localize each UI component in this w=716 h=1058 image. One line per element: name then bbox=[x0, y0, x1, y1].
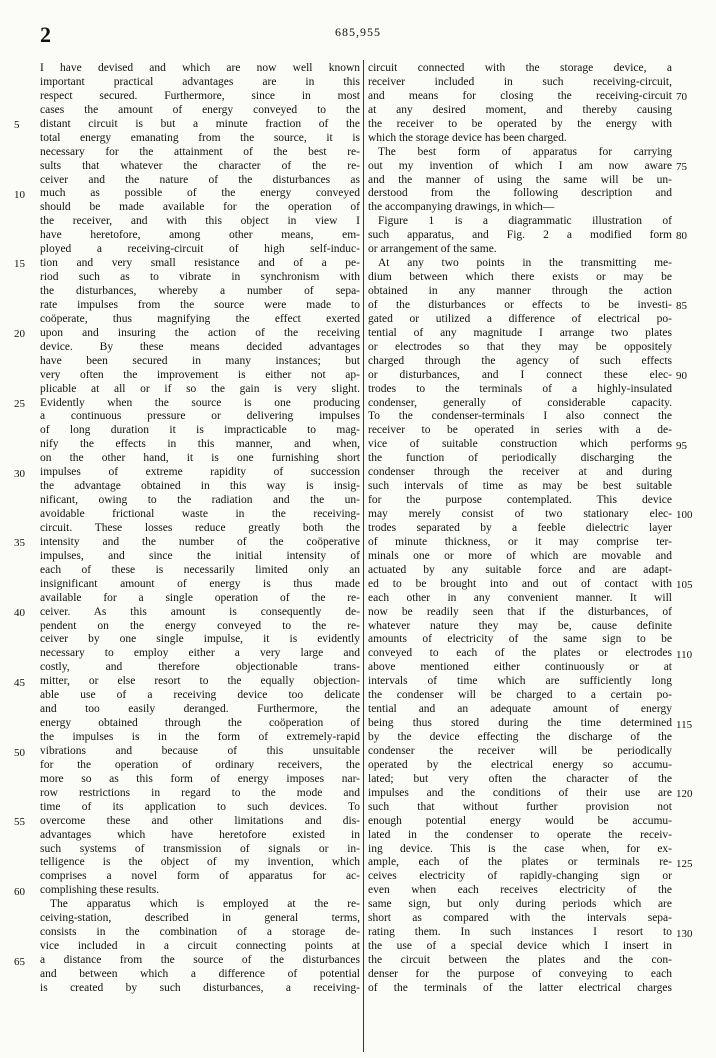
text-line: a continuous pressure or delivering impulses bbox=[40, 410, 360, 423]
text-line: such intervals of time as may be best suitable bbox=[368, 480, 672, 493]
text-line: ed to be brought into and out of contact with bbox=[368, 577, 672, 590]
text-line: denser for the purpose of conveying to each bbox=[368, 967, 672, 980]
text-line: distant circuit is but a minute fraction of the bbox=[40, 117, 360, 130]
text-line: insignificant amount of energy is thus made bbox=[40, 577, 360, 590]
text-line: The best form of apparatus for carrying bbox=[378, 145, 672, 158]
text-line: costly, and therefore objectionable trans- bbox=[40, 661, 360, 674]
text-line: derstood from the following description and bbox=[368, 187, 672, 200]
text-line: should be made available for the operation of bbox=[40, 201, 360, 214]
text-line: of the terminals of the latter electrical charges bbox=[368, 981, 672, 994]
text-line: trodes to the terminals of a highly-insulated bbox=[368, 382, 672, 395]
text-line: sults that whatever the character of the re- bbox=[40, 159, 360, 172]
text-line: ample, each of the plates or terminals re- bbox=[368, 856, 672, 869]
text-line: tential and an adequate amount of energy bbox=[368, 703, 672, 716]
text-line: vice of suitable construction which performs bbox=[368, 438, 672, 451]
line-number: 70 bbox=[676, 90, 687, 103]
column-divider bbox=[363, 60, 364, 1052]
text-line: or disturbances, and I connect these elec- bbox=[368, 368, 672, 381]
text-line: and too easily deranged. Furthermore, the bbox=[40, 703, 360, 716]
text-line: of minute thickness, or it may comprise ter- bbox=[368, 535, 672, 548]
line-number: 45 bbox=[14, 676, 25, 689]
text-line: total energy emanating from the source, it is bbox=[40, 131, 360, 144]
text-line: short as compared with the intervals sepa- bbox=[368, 912, 672, 925]
right-text-column bbox=[368, 62, 672, 996]
text-line: and means for closing the receiving-circuit bbox=[368, 89, 672, 102]
text-line: To the condenser-terminals I also connect the bbox=[368, 410, 672, 423]
text-line: energy obtained through the coöperation of bbox=[40, 717, 360, 730]
text-line: each of these is necessarily limited only an bbox=[40, 563, 360, 576]
page-number: 2 bbox=[40, 22, 52, 47]
text-line: the receiver to be operated by the energy with bbox=[368, 117, 672, 130]
text-line: on the other hand, it is one furnishing short bbox=[40, 452, 360, 465]
text-line: of long duration it is impracticable to mag- bbox=[40, 424, 360, 437]
text-line: the function of periodically discharging the bbox=[368, 452, 672, 465]
line-number: 65 bbox=[14, 955, 25, 968]
text-line: tion and very small resistance and of a pe- bbox=[40, 257, 360, 270]
text-line: I have devised and which are now well known bbox=[40, 62, 360, 74]
text-line: now be readily seen that if the disturbances, of bbox=[368, 605, 672, 618]
text-line: conveyed to each of the plates or electrodes bbox=[368, 647, 672, 660]
text-line: above mentioned either continuously or at bbox=[368, 661, 672, 674]
text-line: minals one or more of which are movable and bbox=[368, 549, 672, 562]
text-line: important practical advantages are in this bbox=[40, 75, 360, 88]
text-line: ceiver. As this amount is consequently de- bbox=[40, 605, 360, 618]
patent-number: 685,955 bbox=[335, 25, 381, 39]
text-line: necessary for the attainment of the best re- bbox=[40, 145, 360, 158]
text-line: ing device. This is the case when, for ex- bbox=[368, 842, 672, 855]
text-line: being thus stored during the time determined bbox=[368, 717, 672, 730]
text-line: the accompanying drawings, in which— bbox=[368, 201, 555, 214]
text-line: for the purpose contemplated. This device bbox=[368, 494, 672, 507]
line-number: 120 bbox=[676, 788, 693, 801]
text-line: mitter, or else resort to the equally objection- bbox=[40, 675, 360, 688]
line-number: 40 bbox=[14, 607, 25, 620]
text-line: Figure 1 is a diagrammatic illustration of bbox=[378, 215, 672, 228]
text-line: which the storage device has been charged. bbox=[368, 131, 567, 144]
text-line: impulses, and since the initial intensity of bbox=[40, 549, 360, 562]
line-number: 20 bbox=[14, 328, 25, 341]
text-line: cases the amount of energy conveyed to the bbox=[40, 103, 360, 116]
text-line: a distance from the source of the disturbances bbox=[40, 954, 360, 966]
text-line: the impulses is in the form of extremely-rapid bbox=[40, 731, 360, 743]
text-line: or electrodes so that they may be oppositely bbox=[368, 340, 672, 353]
text-line: and between which a difference of potential bbox=[40, 967, 360, 980]
text-line: necessary to employ either a very large and bbox=[40, 647, 360, 660]
text-line: upon and insuring the action of the receiving bbox=[40, 326, 360, 339]
text-line: Evidently when the source is one producing bbox=[40, 396, 360, 409]
text-line: available for a single operation of the re- bbox=[40, 591, 360, 604]
text-line: nify the effects in this manner, and when, bbox=[40, 438, 360, 451]
text-line: complishing these results. bbox=[40, 884, 160, 897]
text-line: avoidable frictional waste in the receiving- bbox=[40, 508, 360, 520]
text-line: out my invention of which I am now aware bbox=[368, 159, 672, 172]
line-number: 115 bbox=[676, 718, 693, 731]
line-number: 5 bbox=[14, 118, 20, 131]
line-number: 90 bbox=[676, 369, 687, 382]
text-line: pendent on the energy conveyed to the re- bbox=[40, 619, 360, 632]
text-line: ceiver and the nature of the disturbances as bbox=[40, 173, 360, 186]
text-line: same sign, but only during periods which are bbox=[368, 898, 672, 911]
line-number: 55 bbox=[14, 816, 25, 829]
text-line: the disturbances, whereby a number of sepa- bbox=[40, 285, 360, 297]
text-line: condenser the receiver will be periodically bbox=[368, 744, 672, 757]
line-number: 85 bbox=[676, 300, 687, 313]
text-line: ceiver by one single impulse, it is evidently bbox=[40, 633, 360, 646]
line-number: 110 bbox=[676, 648, 693, 661]
line-number: 130 bbox=[676, 927, 693, 940]
line-number: 50 bbox=[14, 746, 25, 759]
text-line: lated; but very often the character of the bbox=[368, 772, 672, 785]
line-number: 30 bbox=[14, 467, 25, 480]
text-line: obtained in any manner through the action bbox=[368, 285, 672, 297]
text-line: each other in any convenient manner. It will bbox=[368, 591, 672, 604]
text-line: such that without further provision not bbox=[368, 800, 672, 813]
text-line: may merely consist of two stationary elec- bbox=[368, 508, 672, 520]
text-line: respect secured. Furthermore, since in most bbox=[40, 89, 360, 102]
text-line: receiver to be operated in series with a de- bbox=[368, 424, 672, 437]
text-line: vibrations and because of this unsuitable bbox=[40, 744, 360, 757]
text-line: impulses of extreme rapidity of succession bbox=[40, 466, 360, 479]
text-line: circuit. These losses reduce greatly both the bbox=[40, 521, 360, 534]
text-line: enough potential energy would be accumu- bbox=[368, 814, 672, 827]
text-line: circuit connected with the storage device, a bbox=[368, 62, 672, 74]
text-line: lated in the condenser to operate the receiv- bbox=[368, 828, 672, 841]
text-line: plicable at all or if so the gain is very slight. bbox=[40, 382, 360, 395]
text-line: and the manner of using the same will be un- bbox=[368, 173, 672, 186]
line-number: 100 bbox=[676, 509, 693, 522]
text-line: gated or utilized a difference of electrical po- bbox=[368, 312, 672, 325]
text-line: intensity and the number of the coöperative bbox=[40, 535, 360, 548]
text-line: the advantage obtained in this way is insig- bbox=[40, 480, 360, 493]
text-line: such apparatus, and Fig. 2 a modified form bbox=[368, 229, 672, 242]
text-line: advantages which have heretofore existed in bbox=[40, 828, 360, 841]
text-line: comprises a novel form of apparatus for ac- bbox=[40, 870, 360, 883]
text-line: more so as this form of energy imposes nar- bbox=[40, 772, 360, 785]
text-line: the circuit between the plates and the con- bbox=[368, 954, 672, 966]
text-line: condenser, generally of considerable capacity. bbox=[368, 396, 672, 409]
text-line: coöperate, thus magnifying the effect exerted bbox=[40, 312, 360, 325]
text-line: charged through the agency of such effects bbox=[368, 354, 672, 367]
line-number: 25 bbox=[14, 397, 25, 410]
text-line: At any two points in the transmitting me- bbox=[378, 257, 672, 270]
text-line: the condenser will be charged to a certain po- bbox=[368, 689, 672, 702]
text-line: at any desired moment, and thereby causing bbox=[368, 103, 672, 116]
text-line: riod such as to vibrate in synchronism with bbox=[40, 271, 360, 284]
line-number: 80 bbox=[676, 230, 687, 243]
text-line: very often the improvement is either not ap- bbox=[40, 368, 360, 381]
text-line: much as possible of the energy conveyed bbox=[40, 187, 360, 200]
text-line: nificant, owing to the radiation and the un- bbox=[40, 494, 360, 507]
text-line: for the operation of ordinary receivers, the bbox=[40, 758, 360, 771]
text-line: the use of a special device which I insert in bbox=[368, 940, 672, 953]
text-line: tential of any magnitude I arrange two plates bbox=[368, 326, 672, 339]
text-line: operated by the electrical energy so accumu- bbox=[368, 758, 672, 771]
text-line: have heretofore, among other means, em- bbox=[40, 229, 360, 242]
line-number: 75 bbox=[676, 160, 687, 173]
text-line: condenser through the receiver at and during bbox=[368, 466, 672, 479]
text-line: ceives electricity of rapidly-changing sign or bbox=[368, 870, 672, 883]
text-line: telligence is the object of my invention, which bbox=[40, 856, 360, 869]
text-line: device. By these means decided advantages bbox=[40, 340, 360, 353]
text-line: rating them. In such instances I resort to bbox=[368, 926, 672, 939]
text-line: actuated by any suitable force and are adapt- bbox=[368, 563, 672, 576]
text-line: the receiver, and with this object in view I bbox=[40, 215, 360, 228]
text-line: such systems of transmission of signals or in- bbox=[40, 842, 360, 855]
text-line: dium between which there exists or may be bbox=[368, 271, 672, 284]
text-line: able use of a receiving device too delicate bbox=[40, 689, 360, 702]
text-line: ceiving-station, described in general terms, bbox=[40, 912, 360, 925]
text-line: even when each receives electricity of the bbox=[368, 884, 672, 897]
text-line: vice included in a circuit connecting points at bbox=[40, 940, 360, 953]
line-number: 60 bbox=[14, 886, 25, 899]
text-line: receiver included in such receiving-circuit, bbox=[368, 75, 672, 88]
text-line: The apparatus which is employed at the re- bbox=[50, 898, 360, 911]
line-number: 105 bbox=[676, 579, 693, 592]
text-line: is created by such disturbances, a receiving- bbox=[40, 981, 360, 994]
line-number: 10 bbox=[14, 188, 25, 201]
line-number: 15 bbox=[14, 258, 25, 271]
text-line: ployed a receiving-circuit of high self-induc- bbox=[40, 243, 360, 256]
text-line: intervals of time which are sufficiently long bbox=[368, 675, 672, 688]
text-line: or arrangement of the same. bbox=[368, 243, 497, 256]
text-line: amounts of electricity of the same sign to be bbox=[368, 633, 672, 646]
text-line: impulses and the conditions of their use are bbox=[368, 786, 672, 799]
text-line: row restrictions in regard to the mode and bbox=[40, 786, 360, 799]
text-line: rate impulses from the source were made to bbox=[40, 298, 360, 311]
text-line: time of its application to such devices. To bbox=[40, 800, 360, 813]
text-line: of the disturbances or effects to be investi- bbox=[368, 298, 672, 311]
text-line: whatever nature they may be, cause definite bbox=[368, 619, 672, 632]
line-number: 35 bbox=[14, 537, 25, 550]
text-line: have been secured in many instances; but bbox=[40, 354, 360, 367]
line-number: 95 bbox=[676, 439, 687, 452]
text-line: consists in the combination of a storage de- bbox=[40, 926, 360, 939]
text-line: by the device effecting the discharge of the bbox=[368, 731, 672, 743]
line-number: 125 bbox=[676, 858, 693, 871]
left-text-column bbox=[40, 62, 360, 996]
text-line: overcome these and other limitations and dis- bbox=[40, 814, 360, 827]
text-line: trodes separated by a feeble dielectric layer bbox=[368, 521, 672, 534]
